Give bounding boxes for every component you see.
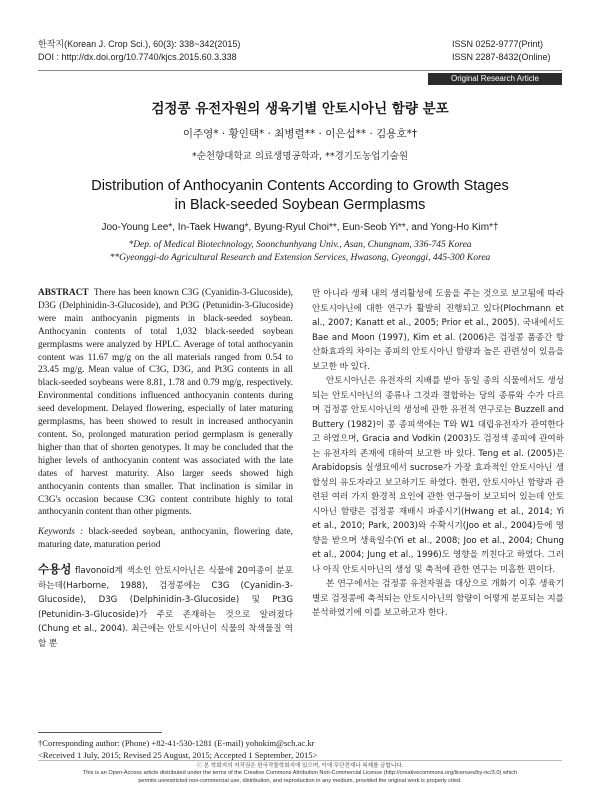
footnotes: [38, 737, 562, 761]
doi-link[interactable]: DOI : http://dx.doi.org/10.7740/kjcs.2015.60.3.338: [38, 52, 237, 62]
english-title-line-2: in Black-seeded Soybean Germplasms: [174, 197, 426, 213]
keywords: [38, 526, 293, 552]
issn-online: ISSN 2287-8432(Online): [452, 52, 551, 62]
journal-header: [38, 38, 240, 64]
english-title-line-1: Distribution of Anthocyanin Contents According to Growth Stages: [91, 178, 509, 194]
affiliation-2: **Gyeonggi-do Agricultural Research and Extension Services, Hwasong, Gyeonggi, 445-300 Korea: [109, 253, 491, 263]
license-notice: [38, 760, 562, 789]
keywords-label: Keywords :: [38, 527, 84, 538]
korean-title: 검정콩 유전자원의 생육기별 안토시아닌 함량 분포: [151, 101, 449, 117]
affiliation-1: *Dep. of Medical Biotechnology, Soonchunhyang Univ., Asan, Chungnam, 336-745 Korea: [128, 240, 472, 250]
article-type-badge: Original Research Article: [428, 73, 562, 85]
paragraph-2: 안토시아닌은 유전자의 지배를 받아 동일 종의 식물에서도 생성되는 안토시아닌의 종류나 그것과 결합하는 당의 종류와 수가 다르며 검정콩 안토시아닌의 생성에 관한 유전적 연구로는 Buzzell and Buttery (1982)이 콩 종피색에는 T와 W1 대립유전자가 관여한다고 하였으며, Gracia and Vodkin (2003)도 검정색 종피에 관여하는 유전자의 존재에 대하여 보고한 바 있다. Teng et al. (2005)은 Arabidopsis 실생묘에서 sucrose가 가장 효과적인 안토시아닌 생합성의 유도자라고 보고하기도 하였다. 한편, 안토시아닌 함량과 관련된 여러 가지 환경적 요인에 관한 연구들이 보고되어 있는데 안토시아닌 함량은 검정콩 재배시 파종시기(Hwang et al., 2014; Yi et al., 2010; Park, 2003)와 수확시기(Joo et al., 2004)등에 영향을 받으며 생육일수(Yi et al., 2008; Joo et al., 2004; Chung et al., 2004; Jung et al., 1996)도 영향을 끼친다고 하였다. 그러나 아직 안토시아닌의 생성 및 축적에 관한 연구는 미흡한 편이다.: [312, 376, 564, 575]
issn-block: [452, 38, 551, 64]
introduction-text: flavonoid계 색소인 안토시아닌은 식물에 20여종이 분포하는데(Harborne, 1988), 검정콩에는 C3G (Cyanidin-3-Glucoside), D3G (Delphinidin-3-Glucoside) 및 Pt3G (Petunidin-3-Glucoside)가 주로 존재하는 것으로 알려졌다(Chung et al., 2004). 최근에는 안토시아닌이 식물의 착색물질 역할 뿐: [38, 566, 293, 649]
paragraph-1: 만 아니라 생체 내의 생리활성에 도움을 주는 것으로 보고됨에 따라 안토시아닌에 대한 연구가 활발히 진행되고 있다(Plochmann et al., 2007; Kanatt et al., 2005; Prior et al., 2005). 국내에서도 Bae and Moon (1997), Kim et al. (2006)은 검정콩 품종간 항산화효과의 차이는 종피의 안토시아닌 함량과 높은 관련성이 있음을 보고한 바 있다.: [312, 289, 564, 372]
license-english-1: This is an Open-Access article distributed under the terms of the Creative Commons Attribution Non-Commercial License (http://creativecommons.org/licenses/by-nc/3.0) which: [82, 770, 518, 777]
korean-affiliation: *순천향대학교 의료생명공학과, **경기도농업기술원: [191, 151, 409, 162]
korean-authors: 이주영* · 황인택* · 최병렬** · 이은섭** · 김용호*†: [182, 128, 418, 140]
copyright-korean: ⓒ 본 학회지의 저작권은 한국작물학회지에 있으며, 이에 무단전재나 복제를 금합니다.: [196, 763, 404, 769]
right-column: [312, 287, 564, 621]
corresponding-author: †Corresponding author: (Phone) +82-41-530-1281 (E-mail) yohokim@sch.ac.kr: [38, 738, 315, 748]
received-dates: <Received 1 July, 2015; Revised 25 August, 2015; Accepted 1 September, 2015>: [38, 750, 318, 760]
introduction-lead-word: 수용성: [38, 562, 72, 577]
license-english-2: permits unrestricted non-commercial use, distribution, and reproduction in any medium, provided the original work is properly cited.: [138, 777, 462, 784]
header-divider: [38, 70, 562, 71]
issn-print: ISSN 0252-9777(Print): [452, 39, 544, 49]
footnote-divider: [38, 732, 162, 733]
english-authors: Joo-Young Lee*, In-Taek Hwang*, Byung-Ryul Choi**, Eun-Seob Yi**, and Yong-Ho Kim*†: [101, 222, 499, 233]
english-affiliations: [38, 239, 562, 265]
keywords-text: black-seeded soybean, anthocyanin, flowering date, maturing date, maturation period: [38, 527, 293, 551]
journal-citation: 한작지(Korean J. Crop Sci.), 60(3): 338~342(2015): [38, 39, 241, 49]
abstract-text: There has been known C3G (Cyanidin-3-Glucoside), D3G (Delphinidin-3-Glucoside), and Pt3G (Petunidin-3-Glucoside) were main anthocyanin pigments in black-seeded soybean. Anthocyanin contents of total 1,032 black-seeded soybean germplasms were analyzed by HPLC. Average of total anthocyanin content was 11.67 mg/g on the all materials ranged from 0.54 to 23.45 mg/g. Mean value of C3G, D3G, and Pt3G contents in all black-seeded soybeans were 8.81, 1.78 and 0.79 mg/g, respectively. Environmental conditions influenced anthocyanin contents during seed development. Delayed flowering, especially of later maturing germplasms, has been showed to result in increased anthocyanin content. So, prolonged maturation period germplasm is generally higher than that of shorten genotypes. It may be concluded that the higher levels of anthocyanin content was associated with the late dates of harvest maturity. Also larger seeds showed high anthocyanin contents than smaller. That inclination is similar in C3G's occasion because C3G content contribute highly to total anthocyanin content than other pigments.: [38, 288, 293, 518]
abstract: [38, 287, 293, 519]
abstract-label: ABSTRACT: [38, 288, 89, 298]
english-title: [38, 177, 562, 215]
paragraph-3: 본 연구에서는 검정콩 유전자원을 대상으로 개화기 이후 생육기별로 검정콩에 축적되는 안토시아닌의 함량이 어떻게 분포되는 지를 분석하였기에 이를 보고하고자 한다.: [312, 579, 564, 618]
left-column: [38, 287, 293, 651]
introduction-start: [38, 562, 293, 651]
